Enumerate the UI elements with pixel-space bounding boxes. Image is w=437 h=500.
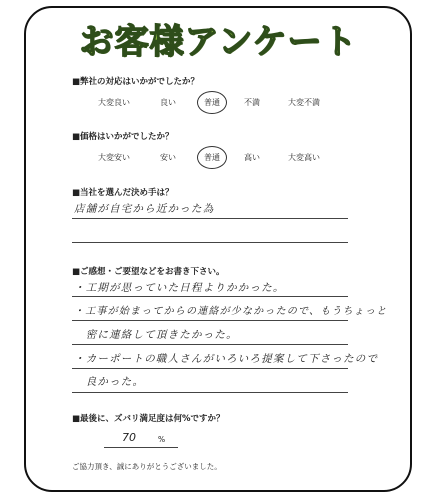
price-option-5: 大変高い [288, 153, 320, 162]
answer-line [72, 344, 348, 345]
price-option-3-selected: 普通 [204, 153, 220, 162]
satisfaction-value: 70 [122, 431, 136, 444]
comment-line-1: ・工期が思っていた日程よりかかった。 [74, 282, 285, 294]
deciding-factor-answer: 店舗が自宅から近かった為 [74, 203, 215, 215]
satisfaction-line [104, 447, 178, 448]
answer-line [72, 368, 348, 369]
service-option-1: 大変良い [98, 98, 130, 107]
comment-line-5: 良かった。 [74, 376, 145, 388]
price-option-1: 大変安い [98, 153, 130, 162]
price-option-2: 安い [160, 153, 176, 162]
answer-line [72, 296, 348, 297]
comment-line-4: ・カーポートの職人さんがいろいろ提案して下さったので [74, 353, 379, 365]
answer-line [72, 392, 348, 393]
question-service: ■弊社の対応はいかがでしたか？ [72, 77, 200, 87]
service-option-5: 大変不満 [288, 98, 320, 107]
comment-line-2: ・工事が始まってからの連絡が少なかったので、もうちょっと [74, 306, 388, 317]
price-option-4: 高い [244, 153, 260, 162]
question-comments: ■ご感想・ご要望などをお書き下さい。 [72, 267, 225, 277]
service-option-4: 不満 [244, 98, 260, 107]
thanks-note: ご協力頂き、誠にありがとうございました。 [72, 462, 222, 471]
question-satisfaction: ■最後に、ズバリ満足度は何%ですか？ [72, 414, 225, 424]
answer-line [72, 218, 348, 219]
comment-line-3: 密に連絡して頂きたかった。 [74, 329, 238, 341]
answer-line [72, 242, 348, 243]
question-price: ■価格はいかがでしたか？ [72, 132, 174, 142]
survey-title: お客様アンケート [79, 22, 358, 62]
satisfaction-unit: % [158, 435, 166, 444]
question-deciding-factor: ■当社を選んだ決め手は？ [72, 188, 174, 198]
service-option-2: 良い [160, 98, 176, 107]
service-option-3-selected: 普通 [204, 98, 220, 107]
answer-line [72, 320, 348, 321]
